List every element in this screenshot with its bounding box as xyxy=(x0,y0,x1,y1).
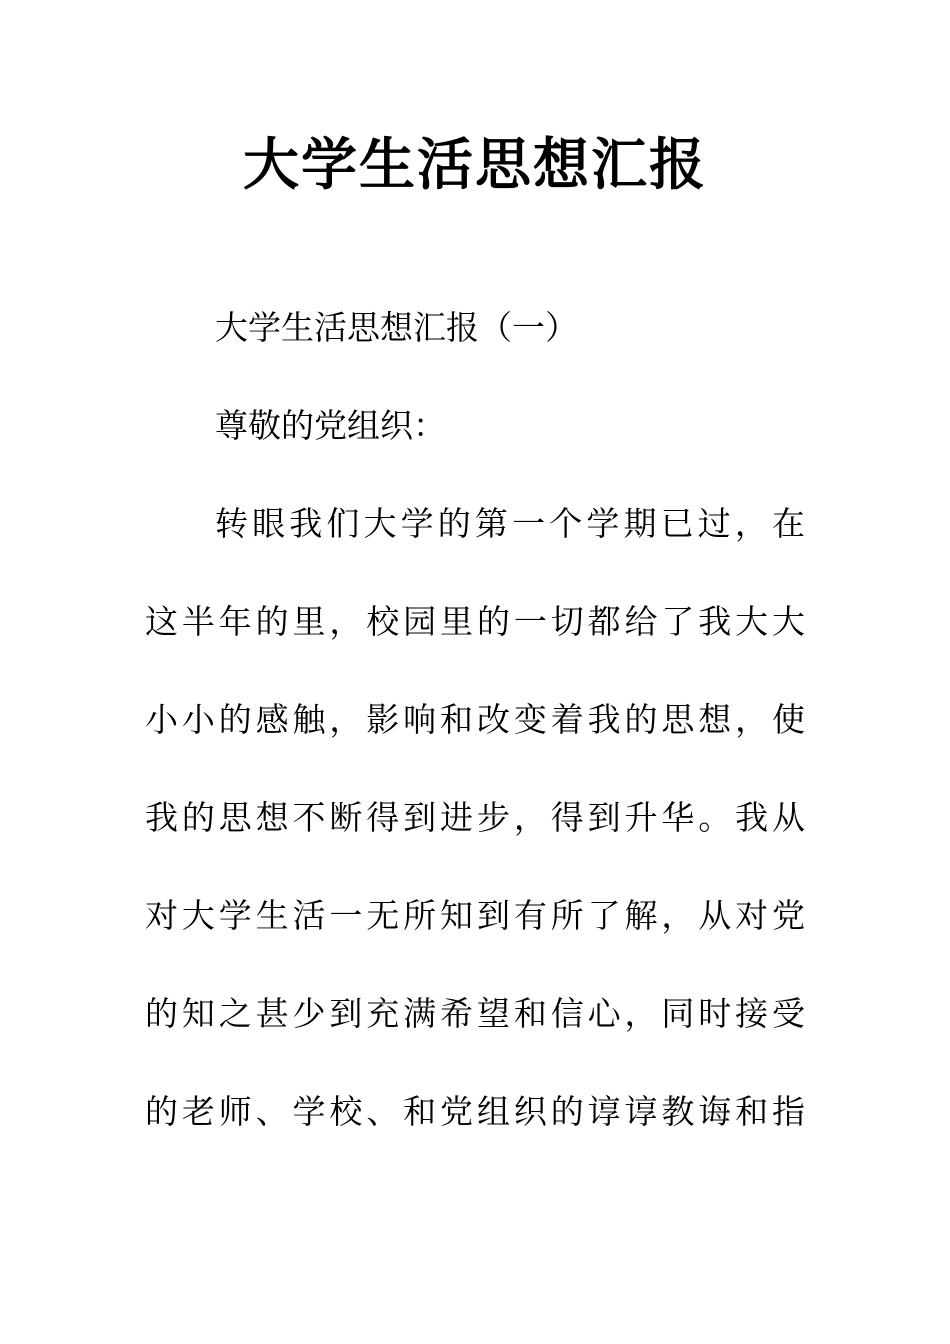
body-line: 的老师、学校、和党组织的谆谆教诲和指 xyxy=(145,1092,805,1131)
body-line: 对大学生活一无所知到有所了解，从对党 xyxy=(145,896,805,935)
document-title: 大学生活思想汇报 xyxy=(243,133,707,198)
body-line: 小小的感触，影响和改变着我的思想，使 xyxy=(145,700,805,739)
section-heading: 大学生活思想汇报（一） xyxy=(215,308,578,347)
body-paragraph xyxy=(145,475,805,1161)
body-line: 转眼我们大学的第一个学期已过，在 xyxy=(215,504,805,543)
salutation: 尊敬的党组织： xyxy=(215,406,446,445)
body-line: 我的思想不断得到进步，得到升华。我从 xyxy=(145,798,805,837)
body-line: 的知之甚少到充满希望和信心，同时接受 xyxy=(145,994,805,1033)
body-line: 这半年的里，校园里的一切都给了我大大 xyxy=(145,602,805,641)
